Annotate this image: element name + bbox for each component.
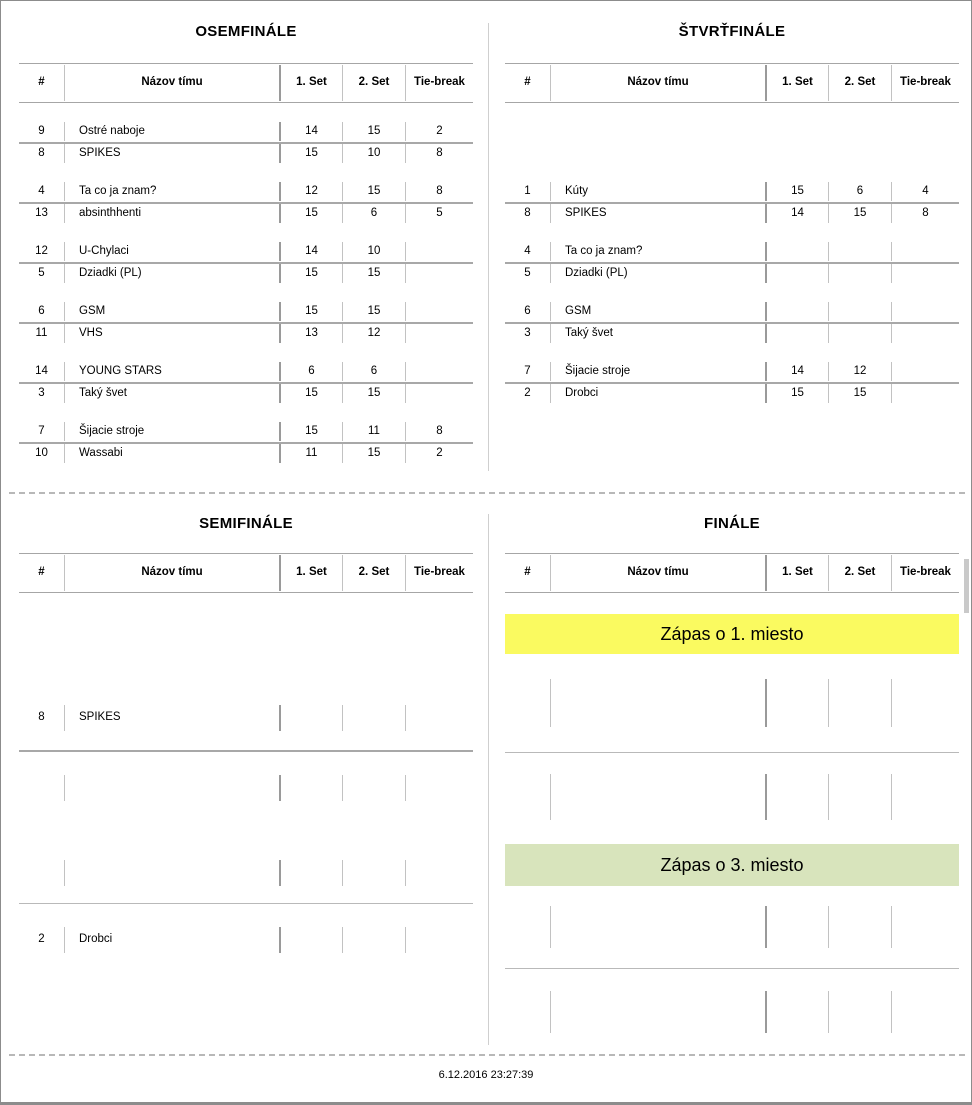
seed-cell: 8	[38, 146, 45, 159]
team-cell	[64, 860, 279, 886]
table-header-semifinale	[19, 553, 473, 593]
set2-cell	[828, 679, 891, 727]
seed-cell: 8	[524, 206, 531, 219]
seed-cell: 7	[38, 424, 45, 437]
seed-cell: 9	[38, 124, 45, 137]
header-set2: 2. Set	[342, 555, 405, 591]
set1-cell: 14	[279, 242, 342, 261]
set1-cell	[765, 679, 828, 727]
team-cell	[550, 679, 765, 727]
team-row	[505, 323, 959, 344]
tiebreak-cell	[405, 384, 473, 403]
team-cell: Šijacie stroje	[550, 362, 765, 381]
seed-cell: 13	[35, 206, 48, 219]
tiebreak-cell	[891, 991, 959, 1033]
seed-cell: 5	[38, 266, 45, 279]
tiebreak-cell	[891, 679, 959, 727]
team-cell: Dziadki (PL)	[64, 264, 279, 283]
set1-cell: 15	[279, 384, 342, 403]
team-row	[19, 263, 473, 284]
team-row	[505, 678, 959, 728]
team-cell: SPIKES	[64, 144, 279, 163]
header-tiebreak: Tie-break	[405, 65, 473, 101]
scrollbar-thumb[interactable]	[964, 559, 969, 613]
set2-cell: 6	[342, 204, 405, 223]
team-cell: GSM	[64, 302, 279, 321]
set1-cell: 14	[765, 204, 828, 223]
team-cell: Wassabi	[64, 444, 279, 463]
tiebreak-cell	[891, 774, 959, 820]
tiebreak-cell	[891, 264, 959, 283]
tiebreak-cell	[405, 324, 473, 343]
team-row	[19, 301, 473, 322]
set1-cell	[765, 242, 828, 261]
table-header-osemfinale	[19, 63, 473, 103]
tiebreak-cell	[405, 302, 473, 321]
set1-cell	[279, 860, 342, 886]
tiebreak-cell	[891, 906, 959, 948]
set2-cell	[828, 991, 891, 1033]
set2-cell: 15	[342, 444, 405, 463]
header-set1: 1. Set	[765, 555, 828, 591]
team-row	[19, 203, 473, 224]
team-row	[19, 443, 473, 464]
team-cell: Ta co ja znam?	[64, 182, 279, 201]
seed-cell	[505, 679, 550, 727]
set2-cell: 6	[828, 182, 891, 201]
header-set2: 2. Set	[828, 65, 891, 101]
set1-cell	[765, 302, 828, 321]
team-cell	[64, 775, 279, 801]
set1-cell	[279, 705, 342, 731]
seed-cell: 1	[524, 184, 531, 197]
seed-cell	[19, 775, 64, 801]
section-title-stvrtfinale: ŠTVRŤFINÁLE	[678, 23, 786, 40]
set1-cell: 15	[279, 302, 342, 321]
team-row	[19, 143, 473, 164]
banner-third-place: Zápas o 3. miesto	[505, 844, 959, 886]
team-cell	[550, 774, 765, 820]
set2-cell: 15	[828, 384, 891, 403]
team-row	[19, 121, 473, 142]
match-separator	[505, 752, 959, 753]
header-set1: 1. Set	[279, 65, 342, 101]
set2-cell: 15	[342, 264, 405, 283]
set1-cell	[765, 264, 828, 283]
set1-cell: 14	[279, 122, 342, 141]
left-column	[19, 1, 473, 1105]
header-tiebreak: Tie-break	[891, 65, 959, 101]
header-tiebreak: Tie-break	[405, 555, 473, 591]
set1-cell	[765, 991, 828, 1033]
set1-cell: 15	[765, 182, 828, 201]
center-divider	[488, 23, 489, 471]
seed-cell: 14	[35, 364, 48, 377]
set1-cell	[765, 324, 828, 343]
team-row	[19, 926, 473, 954]
header-team: Názov tímu	[550, 65, 765, 101]
tiebreak-cell	[891, 324, 959, 343]
tiebreak-cell	[891, 242, 959, 261]
team-row	[19, 241, 473, 262]
tiebreak-cell	[405, 242, 473, 261]
header-num: #	[38, 76, 45, 89]
header-team: Názov tímu	[64, 555, 279, 591]
section-title-osemfinale: OSEMFINÁLE	[195, 23, 297, 40]
match-separator	[19, 750, 473, 752]
team-row	[19, 323, 473, 344]
team-cell: U-Chylaci	[64, 242, 279, 261]
team-row	[19, 383, 473, 404]
set1-cell	[765, 906, 828, 948]
header-set2: 2. Set	[828, 555, 891, 591]
team-cell: Šijacie stroje	[64, 422, 279, 441]
header-num: #	[524, 76, 531, 89]
team-row	[505, 241, 959, 262]
set2-cell	[342, 860, 405, 886]
seed-cell	[505, 774, 550, 820]
team-row	[505, 905, 959, 949]
seed-cell: 4	[38, 184, 45, 197]
set2-cell	[342, 705, 405, 731]
table-header-stvrtfinale	[505, 63, 959, 103]
set2-cell	[828, 774, 891, 820]
tiebreak-cell: 8	[405, 422, 473, 441]
team-cell: GSM	[550, 302, 765, 321]
set2-cell: 12	[828, 362, 891, 381]
team-cell: Ostré naboje	[64, 122, 279, 141]
team-row	[505, 990, 959, 1034]
center-divider	[488, 514, 489, 1045]
tiebreak-cell	[405, 264, 473, 283]
seed-cell: 5	[524, 266, 531, 279]
set2-cell	[828, 324, 891, 343]
set2-cell: 10	[342, 144, 405, 163]
team-cell	[550, 906, 765, 948]
team-row	[505, 203, 959, 224]
seed-cell: 3	[524, 326, 531, 339]
team-row	[505, 361, 959, 382]
set1-cell: 15	[279, 264, 342, 283]
team-cell: YOUNG STARS	[64, 362, 279, 381]
match-separator	[505, 968, 959, 969]
tiebreak-cell: 2	[405, 122, 473, 141]
team-cell: Ta co ja znam?	[550, 242, 765, 261]
seed-cell	[505, 991, 550, 1033]
tiebreak-cell: 8	[891, 204, 959, 223]
team-cell: SPIKES	[550, 204, 765, 223]
tiebreak-cell	[405, 860, 473, 886]
seed-cell: 8	[38, 711, 45, 724]
section-title-finale: FINÁLE	[704, 515, 760, 532]
header-team: Názov tímu	[550, 555, 765, 591]
team-cell: Taký švet	[550, 324, 765, 343]
set2-cell: 15	[342, 182, 405, 201]
header-tiebreak: Tie-break	[891, 555, 959, 591]
match-separator	[19, 903, 473, 904]
seed-cell: 11	[35, 326, 48, 339]
set2-cell: 15	[828, 204, 891, 223]
set1-cell: 12	[279, 182, 342, 201]
table-header-finale	[505, 553, 959, 593]
seed-cell: 3	[38, 386, 45, 399]
header-set1: 1. Set	[765, 65, 828, 101]
seed-cell: 4	[524, 244, 531, 257]
set2-cell: 11	[342, 422, 405, 441]
team-cell: Drobci	[550, 384, 765, 403]
team-row	[19, 704, 473, 732]
tiebreak-cell: 8	[405, 182, 473, 201]
set2-cell	[828, 242, 891, 261]
team-row	[19, 859, 473, 887]
seed-cell: 2	[38, 933, 45, 946]
set1-cell	[279, 775, 342, 801]
set2-cell: 12	[342, 324, 405, 343]
header-num: #	[38, 566, 45, 579]
header-team: Názov tímu	[64, 65, 279, 101]
page-break-dashed-line	[9, 492, 965, 494]
team-row	[19, 361, 473, 382]
seed-cell: 6	[38, 304, 45, 317]
right-column	[505, 1, 959, 1105]
team-row	[505, 383, 959, 404]
seed-cell: 6	[524, 304, 531, 317]
set1-cell: 13	[279, 324, 342, 343]
set1-cell: 15	[279, 144, 342, 163]
header-num: #	[524, 566, 531, 579]
set1-cell: 15	[279, 422, 342, 441]
tiebreak-cell	[405, 927, 473, 953]
set2-cell: 6	[342, 362, 405, 381]
tiebreak-cell	[405, 775, 473, 801]
header-set1: 1. Set	[279, 555, 342, 591]
set2-cell	[342, 775, 405, 801]
team-row	[19, 774, 473, 802]
seed-cell: 10	[35, 446, 48, 459]
tiebreak-cell: 8	[405, 144, 473, 163]
seed-cell: 7	[524, 364, 531, 377]
footer-timestamp: 6.12.2016 23:27:39	[438, 1069, 534, 1081]
seed-cell: 12	[35, 244, 48, 257]
seed-cell	[505, 906, 550, 948]
tiebreak-cell: 2	[405, 444, 473, 463]
tiebreak-cell	[405, 705, 473, 731]
team-row	[505, 773, 959, 821]
set1-cell: 11	[279, 444, 342, 463]
team-cell: VHS	[64, 324, 279, 343]
seed-cell	[19, 860, 64, 886]
team-cell: Kúty	[550, 182, 765, 201]
tiebreak-cell	[891, 384, 959, 403]
tiebreak-cell: 5	[405, 204, 473, 223]
team-cell: Dziadki (PL)	[550, 264, 765, 283]
tiebreak-cell	[891, 302, 959, 321]
team-cell	[550, 991, 765, 1033]
set2-cell	[828, 264, 891, 283]
team-cell: Drobci	[64, 927, 279, 953]
team-row	[505, 263, 959, 284]
set2-cell	[828, 906, 891, 948]
set1-cell: 6	[279, 362, 342, 381]
set1-cell	[765, 774, 828, 820]
team-cell: absinthhenti	[64, 204, 279, 223]
team-cell: Taký švet	[64, 384, 279, 403]
tiebreak-cell	[405, 362, 473, 381]
set2-cell: 10	[342, 242, 405, 261]
team-cell: SPIKES	[64, 705, 279, 731]
set2-cell	[828, 302, 891, 321]
header-set2: 2. Set	[342, 65, 405, 101]
set1-cell: 14	[765, 362, 828, 381]
banner-first-place: Zápas o 1. miesto	[505, 614, 959, 654]
tiebreak-cell	[891, 362, 959, 381]
section-title-semifinale: SEMIFINÁLE	[199, 515, 293, 532]
seed-cell: 2	[524, 386, 531, 399]
team-row	[19, 181, 473, 202]
set2-cell: 15	[342, 122, 405, 141]
set1-cell	[279, 927, 342, 953]
set2-cell: 15	[342, 384, 405, 403]
team-row	[505, 301, 959, 322]
set1-cell: 15	[279, 204, 342, 223]
team-row	[505, 181, 959, 202]
set2-cell: 15	[342, 302, 405, 321]
page-break-dashed-line	[9, 1054, 965, 1056]
team-row	[19, 421, 473, 442]
set1-cell: 15	[765, 384, 828, 403]
tiebreak-cell: 4	[891, 182, 959, 201]
set2-cell	[342, 927, 405, 953]
